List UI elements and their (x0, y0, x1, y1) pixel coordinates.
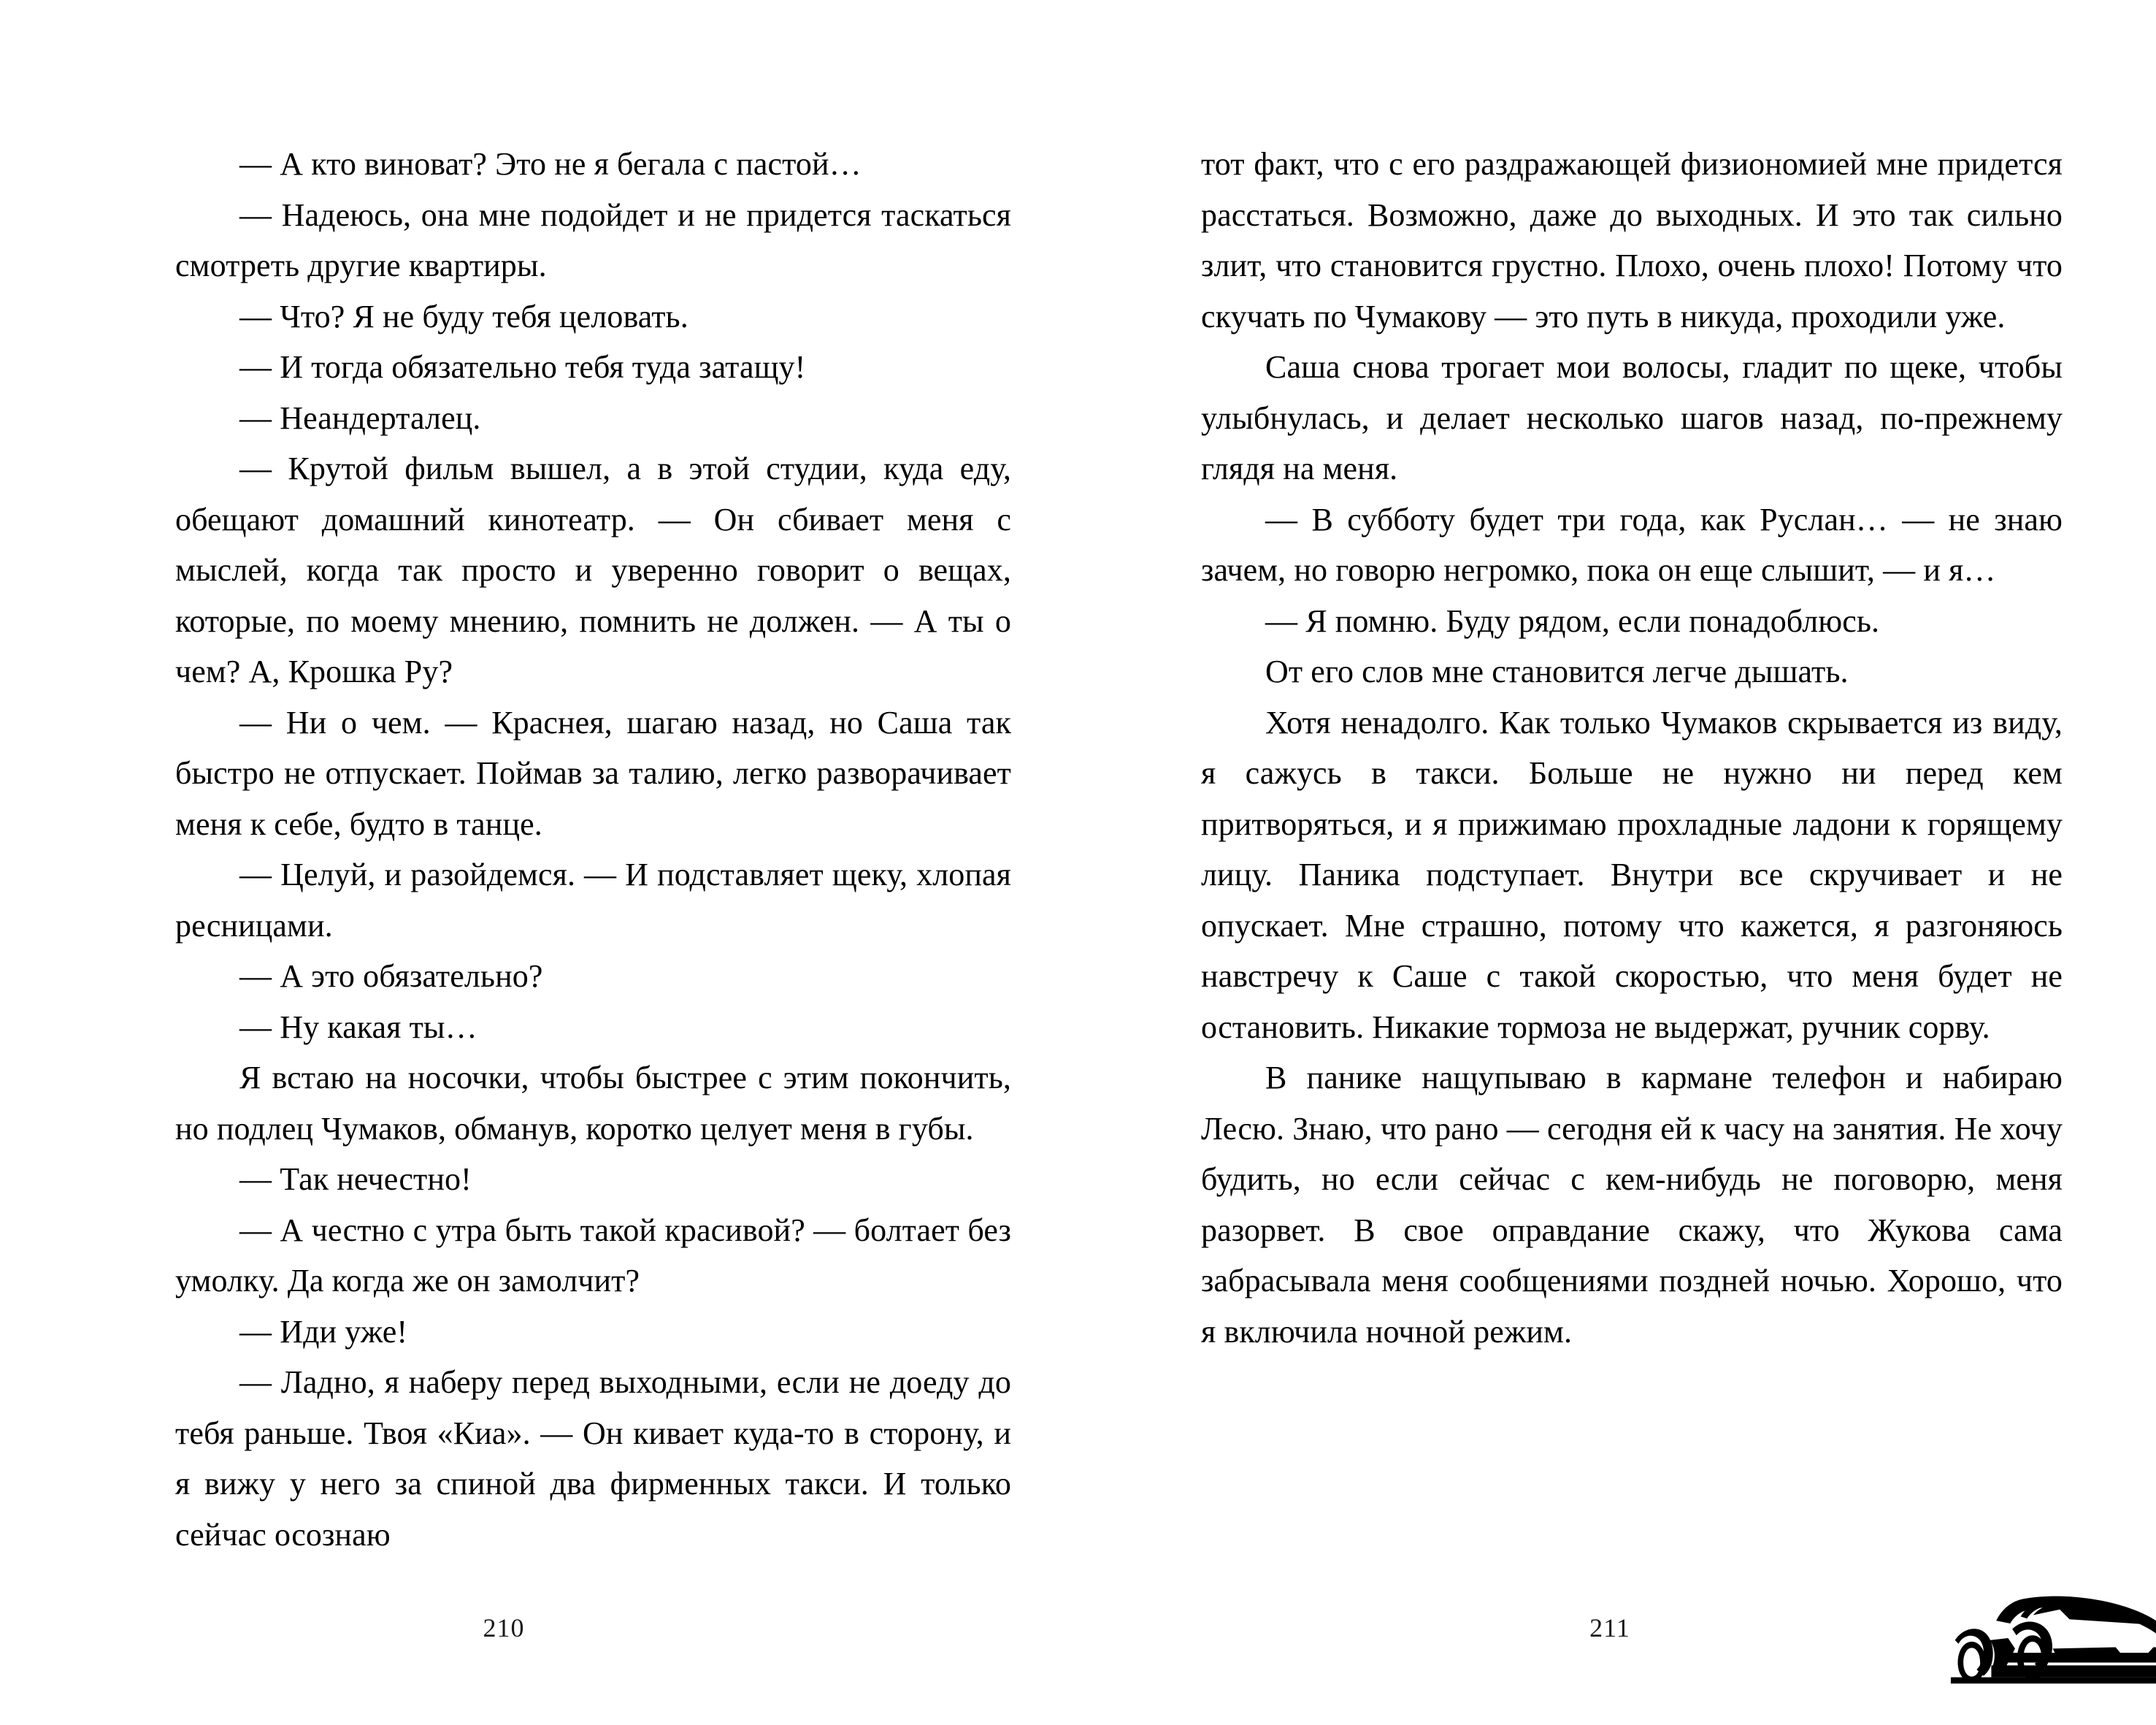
paragraph: В панике нащупываю в кармане телефон и набираю Лесю. Знаю, что рано — сегодня ей к часу на занятия. Не хочу будить, но если сейчас с кем-нибудь не поговорю, меня разорвет. В свое оправдание скажу, что Жукова сама забрасывала меня сообщениями поздней ночью. Хорошо, что я включила ночной режим. (1201, 1060, 2063, 1350)
paragraph: — А честно с утра быть такой красивой? — болтает без умолку. Да когда же он замолчит? (175, 1212, 1011, 1298)
left-page-text-column (175, 139, 1011, 1560)
right-page-text-column (1201, 139, 2063, 1357)
paragraph: — Целуй, и разойдемся. — И подставляет щеку, хлопая ресницами. (175, 857, 1011, 944)
paragraph: — Что? Я не буду тебя целовать. (239, 298, 688, 334)
paragraph: — Крутой фильм вышел, а в этой студии, куда еду, обещают домашний кинотеатр. — Он сбивает меня с мыслей, когда так просто и уверенно говорит о вещах, которые, по моему мнению, помнить не должен. — А ты о чем? А, Крошка Ру? (175, 451, 1011, 689)
paragraph: — Так нечестно! (239, 1161, 472, 1197)
paragraph: — Ни о чем. — Краснея, шагаю назад, но Саша так быстро не отпускает. Поймав за талию, легко разворачивает меня к себе, будто в танце. (175, 704, 1011, 842)
paragraph: — Ладно, я наберу перед выходными, если не доеду до тебя раньше. Твоя «Киа». — Он кивает куда-то в сторону, и я вижу у него за спиной два фирменных такси. И только сейчас осознаю (175, 1364, 1011, 1553)
paragraph: — И тогда обязательно тебя туда затащу! (239, 349, 806, 385)
paragraph: — В субботу будет три года, как Руслан… — не знаю зачем, но говорю негромко, пока он еще слышит, — и я… (1201, 501, 2063, 588)
paragraph: Саша снова трогает мои волосы, гладит по щеке, чтобы улыбнулась, и делает несколько шагов назад, по-прежнему глядя на меня. (1201, 349, 2063, 486)
paragraph: — Иди уже! (239, 1313, 408, 1350)
page-number-left: 210 (483, 1613, 525, 1642)
paragraph: — Неандерталец. (239, 399, 481, 436)
paragraph: — Ну какая ты… (239, 1009, 477, 1045)
paragraph: — Надеюсь, она мне подойдет и не придется таскаться смотреть другие квартиры. (175, 196, 1011, 283)
paragraph: — Я помню. Буду рядом, если понадоблюсь. (1265, 603, 1880, 639)
paragraph: тот факт, что с его раздражающей физиономией мне придется расстаться. Возможно, даже до выходных. И это так сильно злит, что становится грустно. Плохо, очень плохо! Потому что скучать по Чумакову — это путь в никуда, проходили уже. (1201, 146, 2063, 334)
paragraph: — А это обязательно? (239, 958, 543, 994)
paragraph: — А кто виноват? Это не я бегала с пастой… (239, 146, 862, 182)
paragraph: Я встаю на носочки, чтобы быстрее с этим покончить, но подлец Чумаков, обманув, коротко целует меня в губы. (175, 1060, 1011, 1147)
right-page (1095, 0, 2156, 1725)
page-number-right: 211 (1589, 1613, 1630, 1642)
paragraph: От его слов мне становится легче дышать. (1265, 654, 1849, 689)
paragraph: Хотя ненадолго. Как только Чумаков скрывается из виду, я сажусь в такси. Больше не нужно ни перед кем притворяться, и я прижимаю прохладные ладони к горящему лицу. Паника подступает. Внутри все скручивает и не опускает. Мне страшно, потому что кажется, я разгоняюсь навстречу к Саше с такой скоростью, что меня будет не остановить. Никакие тормоза не выдержат, ручник сорву. (1201, 704, 2063, 1045)
